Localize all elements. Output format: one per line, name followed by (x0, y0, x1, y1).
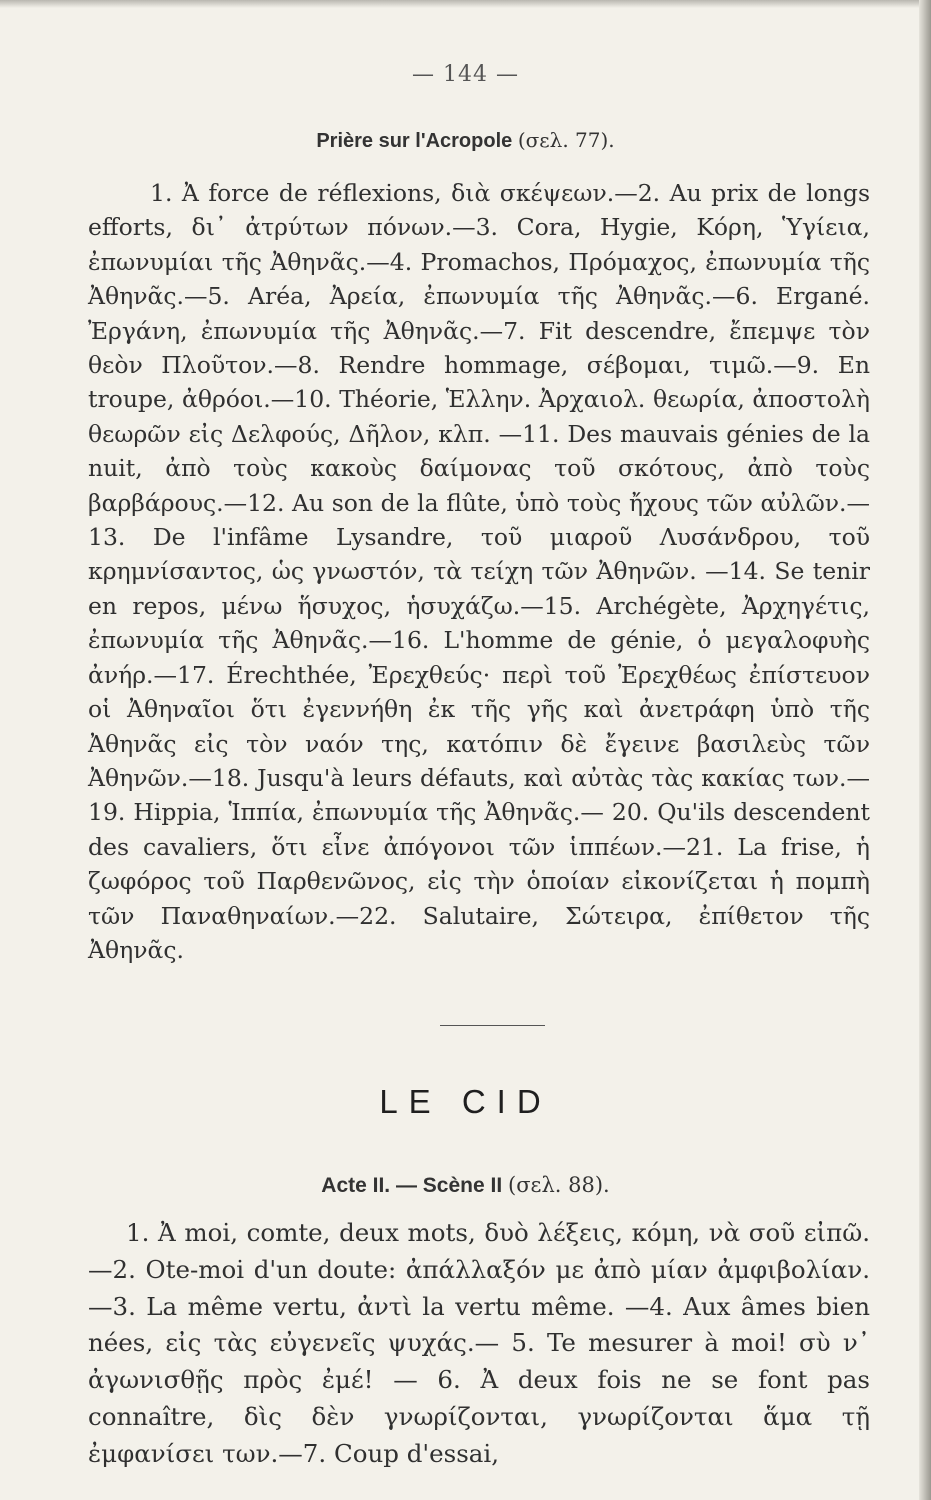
section-title-le-cid: LE CID (379, 1083, 552, 1120)
page-top-edge (0, 0, 931, 8)
section-heading-reference: (σελ. 88). (508, 1173, 610, 1197)
glossary-paragraph-le-cid: 1. Ἀ moi, comte, deux mots, δυὸ λέξεις, κόμη, νὰ σοῦ εἰπῶ.—2. Ote-moi d'un doute: ἀπάλλαξόν με ἀπὸ μίαν ἀμφιβολίαν.—3. La même vertu, ἀντὶ la vertu même. —4. Aux âmes bien nées, εἰς τὰς εὐγενεῖς ψυχάς.— 5. Te mesurer à moi! σὺ ν᾽ ἀγωνισθῇς πρὸς ἐμέ! — 6. Ἀ deux fois ne se font pas connaître, δὶς δὲν γνωρίζονται, γνωρίζονται ἅμα τῇ ἐμφανίσει των.—7. Coup d'essai, (88, 1218, 870, 1468)
page-number: — 144 — (412, 62, 519, 87)
section-heading-title: Acte II. — Scène II (321, 1174, 503, 1197)
glossary-paragraph-priere: 1. Ἀ force de réflexions, διὰ σκέψεων.—2. Au prix de longs efforts, δι᾽ ἀτρύτων πόνων.—3. Cora, Hygie, Κόρη, Ὑγίεια, ἐπωνυμίαι τῆς Ἀθηνᾶς.—4. Promachos, Πρόμαχος, ἐπωνυμία τῆς Ἀθηνᾶς.—5. Aréa, Ἀρεία, ἐπωνυμία τῆς Ἀθηνᾶς.—6. Ergané. Ἐργάνη, ἐπωνυμία τῆς Ἀθηνᾶς.—7. Fit descendre, ἔπεμψε τὸν θεὸν Πλοῦτον.—8. Rendre hommage, σέβομαι, τιμῶ.—9. En troupe, ἀθρόοι.—10. Théorie, Ἑλλην. Ἀρχαιολ. θεωρία, ἀποστολὴ θεωρῶν εἰς Δελφούς, Δῆλον, κλπ. —11. Des mauvais génies de la nuit, ἀπὸ τοὺς κακοὺς δαίμονας τοῦ σκότους, ἀπὸ τοὺς βαρβάρους.—12. Au son de la flûte, ὑπὸ τοὺς ἤχους τῶν αὐλῶν.—13. De l'infâme Lysandre, τοῦ μιαροῦ Λυσάνδρου, τοῦ κρημνίσαντος, ὡς γνωστόν, τὰ τείχη τῶν Ἀθηνῶν. —14. Se tenir en repos, μένω ἥσυχος, ἡσυχάζω.—15. Archégète, Ἀρχηγέτις, ἐπωνυμία τῆς Ἀθηνᾶς.—16. L'homme de génie, ὁ μεγαλοφυὴς ἀνήρ.—17. Érechthée, Ἐρεχθεύς· περὶ τοῦ Ἐρεχθέως ἐπίστευον οἱ Ἀθηναῖοι ὅτι ἐγεννήθη ἐκ τῆς γῆς καὶ ἀνετράφη ὑπὸ τῆς Ἀθηνᾶς εἰς τὸν ναόν της, κατόπιν δὲ ἔγεινε βασιλεὺς τῶν Ἀθηνῶν.—18. Jusqu'à leurs défauts, καὶ αὐτὰς τὰς κακίας των.—19. Hippia, Ἱππία, ἐπωνυμία τῆς Ἀθηνᾶς.— 20. Qu'ils descendent des cavaliers, ὅτι εἶνε ἀπόγονοι τῶν ἱππέων.—21. La frise, ἡ ζωφόρος τοῦ Παρθενῶνος, εἰς τὴν ὁποίαν εἰκονίζεται ἡ πομπὴ τῶν Παναθηναίων.—22. Salutaire, Σώτειρα, ἐπίθετον τῆς Ἀθηνᾶς. (88, 179, 870, 964)
page-right-edge (919, 0, 931, 1500)
section-heading-title: Prière sur l'Acropole (316, 130, 513, 152)
section-heading-acte (0, 1173, 931, 1198)
section-heading-priere (0, 128, 931, 153)
section-heading-reference: (σελ. 77). (517, 128, 615, 152)
section-divider (440, 1025, 545, 1026)
